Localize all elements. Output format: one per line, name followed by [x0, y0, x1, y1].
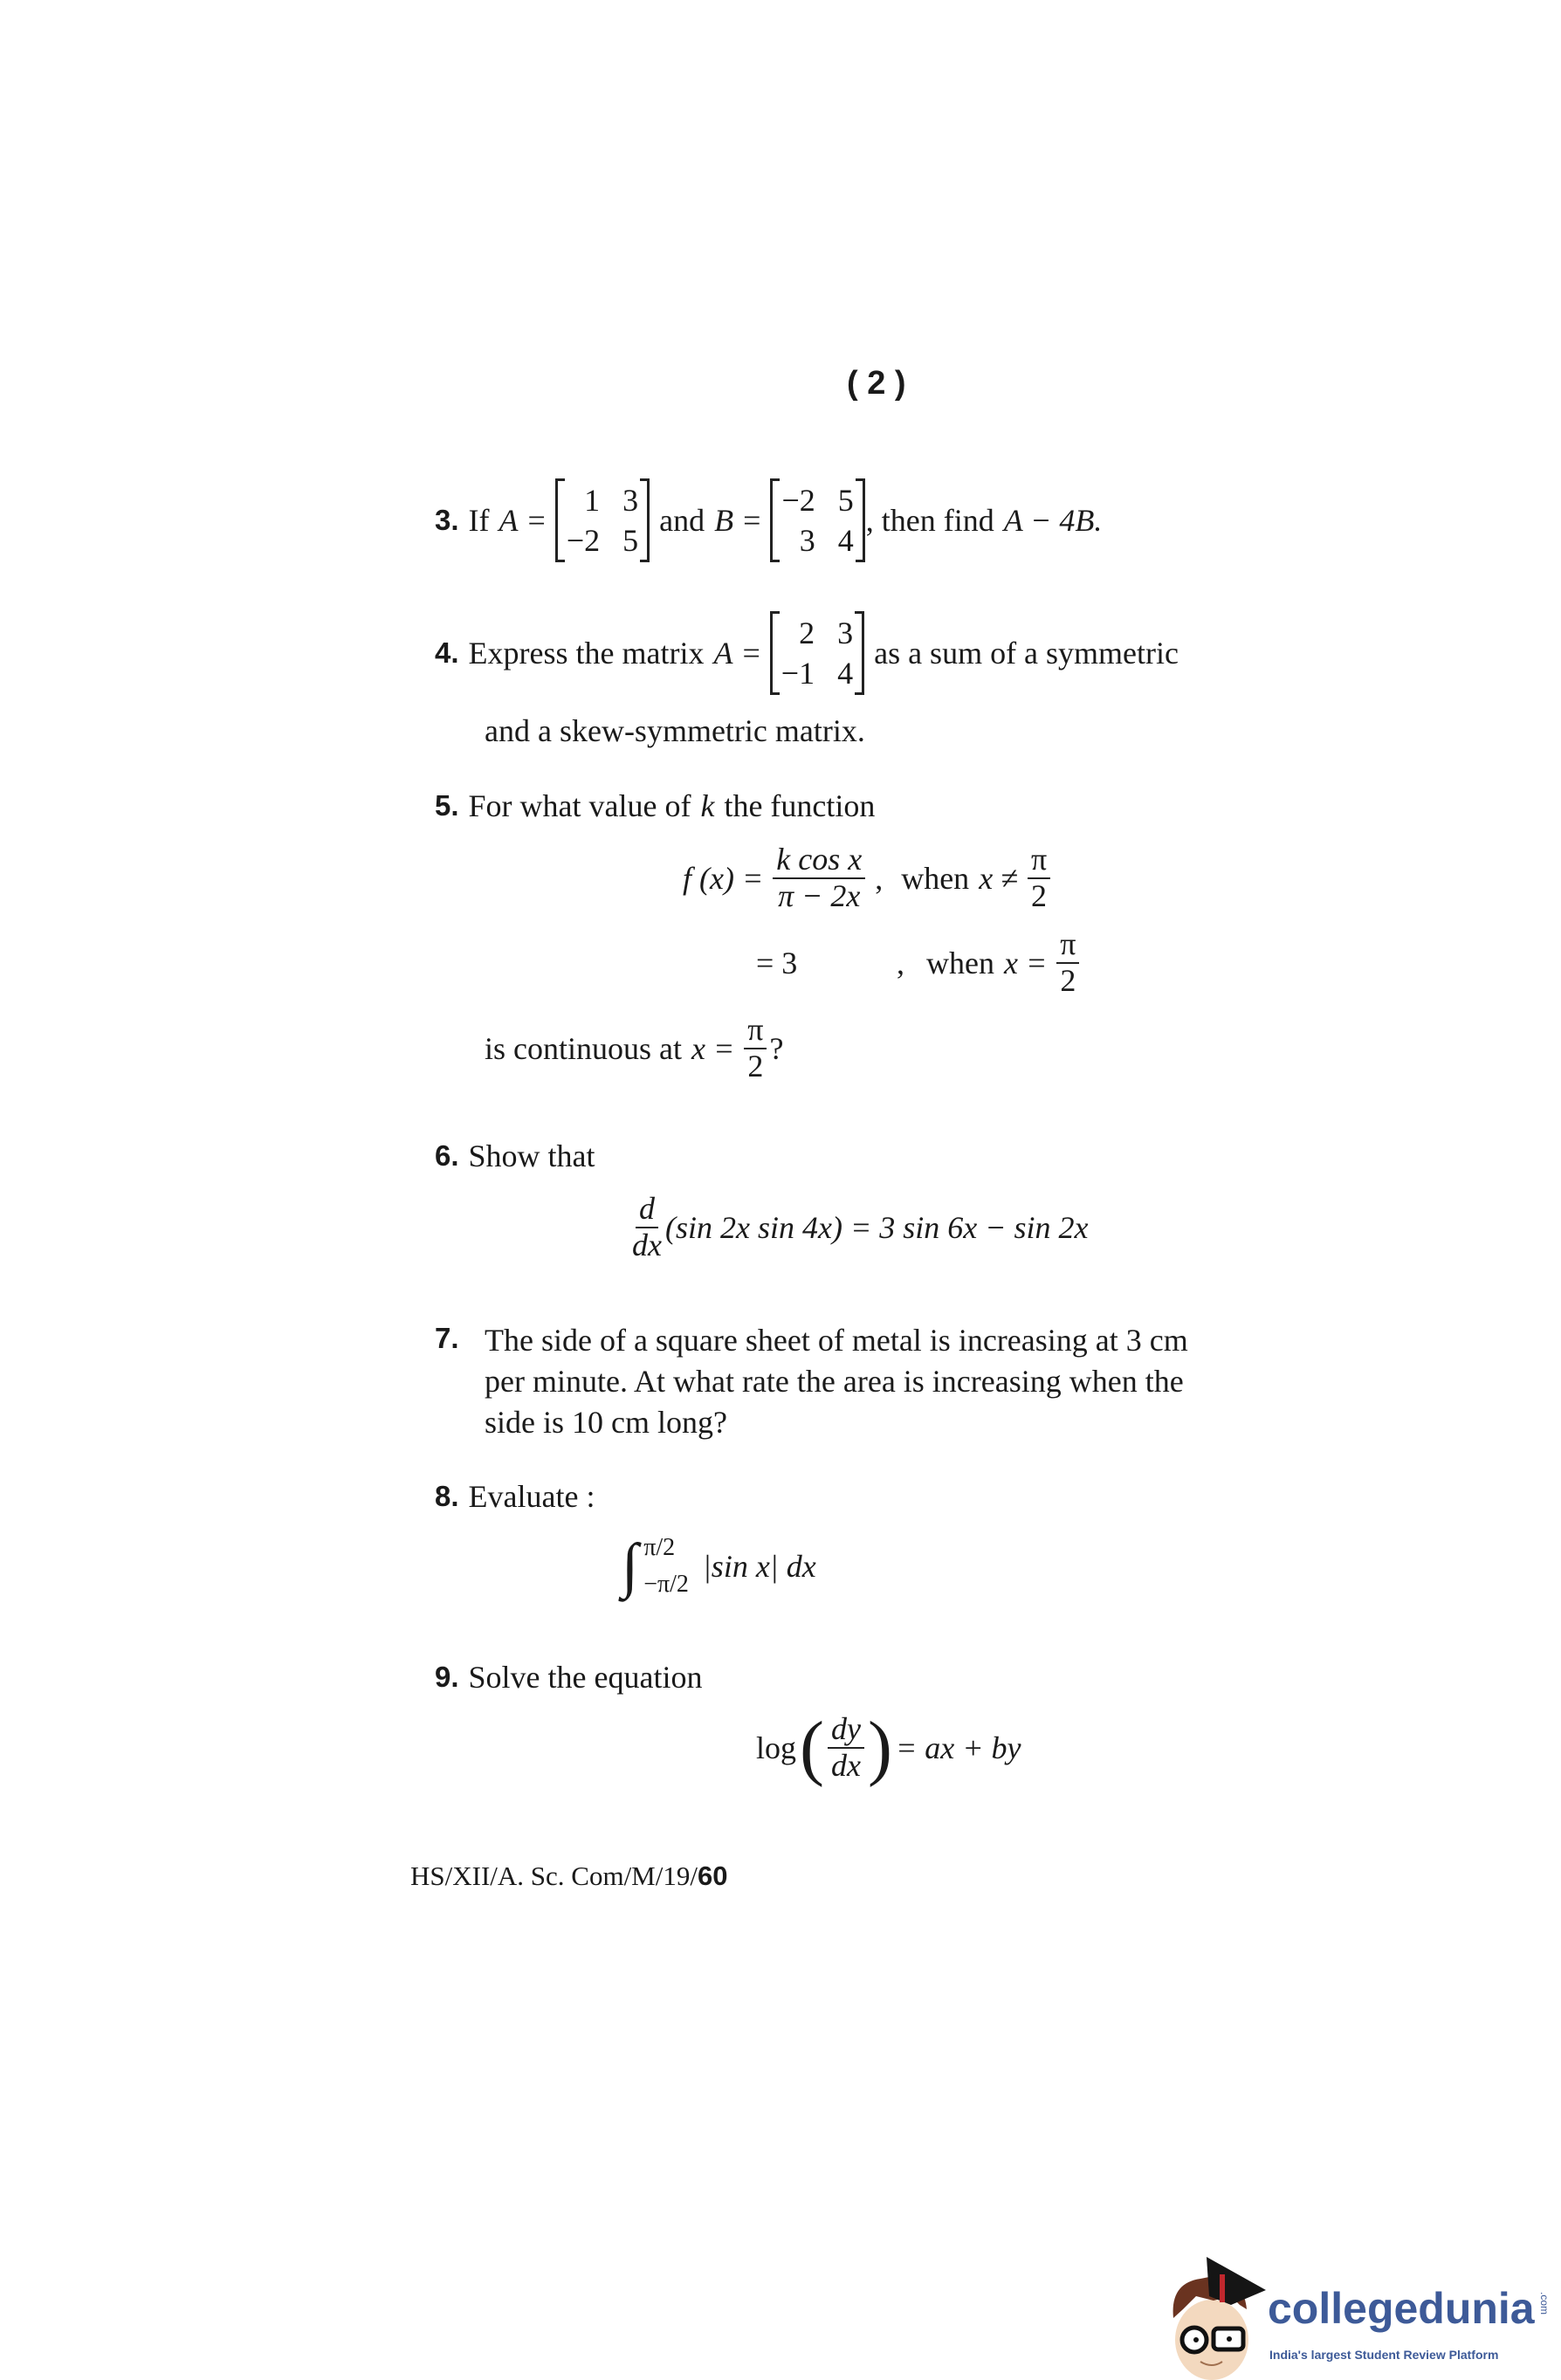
question-5 [435, 788, 875, 824]
comma: , [897, 945, 904, 980]
question-9 [435, 1659, 702, 1696]
cell: 4 [837, 656, 854, 691]
text: when [901, 860, 970, 896]
value: = 3 [756, 945, 798, 980]
fraction [1028, 843, 1050, 913]
logo-com: .com [1538, 2292, 1551, 2315]
cell: 1 [584, 483, 601, 518]
mascot-icon [1161, 2257, 1270, 2380]
integral-expression [622, 1530, 816, 1603]
log: log [756, 1730, 797, 1765]
text: For what value of [468, 788, 691, 823]
denominator: 2 [1031, 877, 1048, 913]
question-number: 3. [435, 504, 459, 536]
text: is continuous at [485, 1030, 682, 1066]
question-mark: ? [769, 1030, 784, 1066]
question-number: 7. [435, 1322, 459, 1354]
text: If [468, 503, 490, 538]
question-6 [435, 1138, 595, 1174]
line: per minute. At what rate the area is increasing when the [485, 1364, 1184, 1399]
integrand: |sin x| dx [702, 1549, 816, 1584]
expression: A − 4B. [1003, 503, 1103, 538]
question-number: 8. [435, 1480, 459, 1512]
expression: (sin 2x sin 4x) = 3 sin 6x − sin 2x [664, 1209, 1089, 1245]
denominator: 2 [1060, 962, 1076, 998]
text: as a sum of a symmetric [874, 636, 1179, 671]
numerator: π [1056, 927, 1079, 964]
numerator: d [636, 1192, 658, 1228]
cell: 3 [799, 523, 815, 558]
question-number: 6. [435, 1139, 459, 1172]
fx: f (x) = [683, 860, 764, 896]
upper-limit: π/2 [643, 1534, 676, 1561]
var-A: A [713, 636, 733, 671]
cell: 4 [837, 523, 854, 558]
limits [643, 1530, 689, 1603]
code: HS/XII/A. Sc. Com/M/19/ [410, 1861, 698, 1891]
text: Show that [468, 1138, 595, 1173]
denominator: π − 2x [778, 877, 861, 913]
numerator: k cos x [773, 843, 865, 879]
comma: , [875, 860, 884, 896]
text: the function [724, 788, 876, 823]
left-paren: ( [800, 1707, 824, 1788]
text: , then find [865, 503, 994, 538]
question-4 [435, 611, 1179, 695]
text: and a skew-symmetric matrix. [485, 713, 865, 748]
differential-equation [756, 1707, 1021, 1788]
fraction [744, 1013, 767, 1083]
numerator: dy [828, 1712, 864, 1749]
text: Evaluate : [468, 1479, 595, 1514]
matrix-A [555, 478, 650, 562]
fraction [632, 1192, 662, 1262]
line: The side of a square sheet of metal is increasing at 3 cm [485, 1323, 1188, 1358]
matrix-A [770, 611, 864, 695]
text: when [926, 945, 994, 980]
cell: 5 [837, 483, 854, 518]
numerator: π [1028, 843, 1050, 879]
equals: = [742, 636, 760, 671]
condition: x = [691, 1030, 735, 1066]
integral-sign-icon: ∫ [622, 1532, 639, 1599]
question-number: 4. [435, 636, 459, 669]
var-k: k [700, 788, 715, 823]
function-case-2 [756, 927, 1079, 998]
fraction [773, 843, 865, 913]
function-case-1 [683, 843, 1050, 913]
fraction [828, 1712, 864, 1783]
question-text [485, 1320, 1379, 1443]
continuity-line [485, 1013, 783, 1083]
numerator: π [744, 1013, 767, 1049]
cell: 2 [799, 616, 815, 650]
question-7 [435, 1320, 1379, 1443]
cell: 3 [837, 616, 854, 650]
paper-code [410, 1861, 727, 1892]
text: Express the matrix [468, 636, 705, 671]
right-paren: ) [867, 1707, 892, 1788]
cell: 3 [622, 483, 639, 518]
line: side is 10 cm long? [485, 1405, 727, 1440]
question-8 [435, 1478, 595, 1515]
question-number: 9. [435, 1661, 459, 1693]
fraction [1056, 927, 1079, 998]
logo-name: collegedunia [1268, 2284, 1535, 2333]
denominator: dx [632, 1227, 662, 1262]
equals: = [527, 503, 546, 538]
equals: = [743, 503, 761, 538]
derivative-equation [632, 1192, 1089, 1262]
cell: −2 [566, 523, 601, 558]
text: Solve the equation [468, 1660, 703, 1695]
logo-tagline: India's largest Student Review Platform [1269, 2348, 1499, 2362]
condition: x ≠ [979, 860, 1018, 896]
var-B: B [714, 503, 734, 538]
denominator: dx [831, 1748, 861, 1783]
condition: x = [1003, 945, 1048, 980]
var-A: A [499, 503, 519, 538]
question-number: 5. [435, 789, 459, 822]
cell: −2 [781, 483, 815, 518]
code-bold: 60 [697, 1861, 728, 1891]
matrix-B [770, 478, 864, 562]
rhs: = ax + by [895, 1730, 1021, 1765]
denominator: 2 [747, 1048, 764, 1083]
cell: 5 [622, 523, 639, 558]
text: and [659, 503, 705, 538]
lower-limit: −π/2 [643, 1571, 689, 1598]
cell: −1 [780, 656, 815, 691]
question-3 [435, 478, 1102, 562]
collegedunia-logo [1161, 2257, 1554, 2380]
page-number: ( 2 ) [847, 365, 906, 402]
